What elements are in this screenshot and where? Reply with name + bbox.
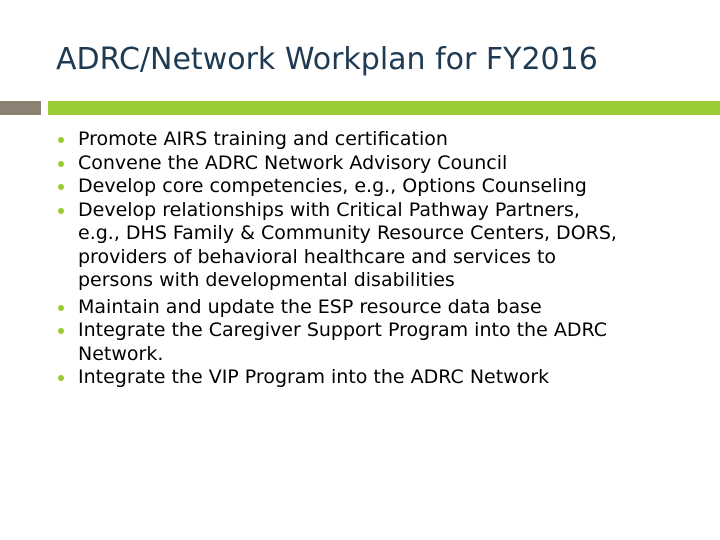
bullet-item-vip	[58, 366, 698, 390]
bullet-dot-icon	[58, 161, 64, 167]
bullet-dot-icon	[58, 328, 64, 334]
bullet-text-line: Develop relationships with Critical Pathway Partners,	[78, 198, 580, 221]
bullet-text: Convene the ADRC Network Advisory Council	[78, 151, 508, 174]
bullet-dot-icon	[58, 137, 64, 143]
bullet-text-line: persons with developmental disabilities	[78, 269, 455, 291]
bullet-item-caregiver	[58, 319, 698, 366]
title-rule-green	[48, 101, 720, 115]
bullet-dot-icon	[58, 208, 64, 214]
bullet-text-line: Integrate the Caregiver Support Program into the ADRC	[78, 319, 607, 341]
bullet-text-line: Network.	[78, 342, 164, 365]
slide-title: ADRC/Network Workplan for FY2016	[56, 42, 598, 77]
bullet-dot-icon	[58, 305, 64, 311]
title-rule-gray	[0, 101, 41, 115]
bullet-item-partners	[58, 199, 698, 293]
bullet-text-line: providers of behavioral healthcare and services to	[78, 245, 557, 268]
bullet-text: Maintain and update the ESP resource data base	[78, 295, 542, 318]
bullet-item-competencies	[58, 175, 698, 199]
bullet-item-airs	[58, 128, 698, 152]
bullet-text: Develop core competencies, e.g., Options Counseling	[78, 175, 587, 197]
bullet-text: Promote AIRS training and certification	[78, 128, 448, 150]
bullet-dot-icon	[58, 184, 64, 190]
bullet-list	[58, 128, 698, 390]
bullet-item-esp	[58, 296, 698, 320]
bullet-text-line: e.g., DHS Family & Community Resource Centers, DORS,	[78, 222, 617, 244]
bullet-text: Integrate the VIP Program into the ADRC Network	[78, 366, 550, 388]
bullet-dot-icon	[58, 375, 64, 381]
bullet-item-council	[58, 152, 698, 176]
